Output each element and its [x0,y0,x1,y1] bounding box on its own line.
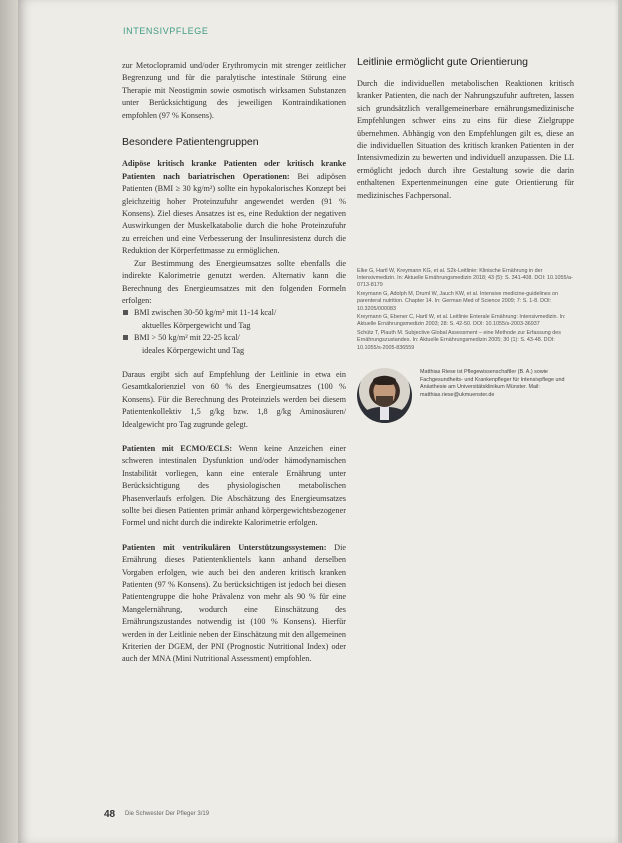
references [357,268,573,353]
page-number: 48 [104,809,116,820]
paragraph-ventricular [122,542,346,666]
paragraph-ecmo-lead: Patienten mit ECMO/ECLS: [122,443,233,453]
author-bio: Matthias Riese ist Pflegewissenschaftler (B. A.) sowie Fachgesundheits- und Krankenpfleger für Intensivpflege und Anästhesie am Universitätsklinikum Münster. Mail: matthias.riese@ukmuenster.de [420,369,565,398]
reference-item: Elke G, Hartl W, Kreymann KG, et al. S2k-Leitlinie: Klinische Ernährung in der Intensivmedizin. In: Aktuelle Ernährungsmedizin 2018; 43 (5): S. 341-408. DOI: 10.1055/a-0713-8179 [357,268,573,289]
page-spine [0,0,18,843]
intro-paragraph: zur Metoclopramid und/oder Erythromycin mit strenger zeitlicher Begrenzung und für die paralytische intestinale Störung eine Therapie mit Neostigmin sowie osmotisch wirksamen Substanzen unter Berücksichtigung des jeweiligen Kontraindikationen empfohlen (97 % Konsens). [122,61,346,120]
reference-item: Kreymann G, Adolph M, Druml W, Jauch KW, et al. Intensive medicine-guidelines on parenteral nutrition. Chapter 14. In: German Med of Science 2009; 7: S. 1-8. DOI: 10.3205/000083 [357,291,559,312]
paragraph-energy: Zur Bestimmung des Energieumsatzes sollte ebenfalls die indirekte Kalorimetrie genutzt werden. Alternativ kann die Berechnung des Energieumsatzes mit den folgenden Formeln erfolgen: [122,258,346,305]
paragraph-adipose-body: Bei adipösen Patienten (BMI ≥ 30 kg/m²) sollte ein hypokalorisches Konzept bei gleichzeitig hoher Proteinzufuhr angewendet werden (91 % Konsens). Ziel dieses Ansatzes ist es, eine Reduktion der negativen Auswirkungen der Muskelkatabolie durch die hohe Proteinzufuhr zu erreichen und eine Verbesserung der Insulinresistenz durch die Reduktion der Körperfettmasse zu ermöglichen. [122,171,346,256]
paragraph-ecmo-body: Wenn keine Anzeichen einer schweren intestinalen Dysfunktion und/oder hämodynamischen Instabilität vorliegen, kann eine enterale Ernährung unter Berücksichtigung des physiologischen metabolischen Phasenverlaufs erfolgen. Die Abschätzung des Energieumsatzes sollte bei diesen Patienten primär anhand körpergewichtsbezogener Formel und nicht durch die indirekte Kalorimetrie erfolgen. [122,443,346,528]
reference-item: Schütz T, Plauth M. Subjective Global Assessment – eine Methode zur Erfassung des Ernährungszustandes. In: Aktuelle Ernährungsmedizin 2005; 30 (1): S. 43-48. DOI: 10.1055/s-2005-836559 [357,330,561,351]
left-column [122,60,346,666]
paragraph-ventricular-body: Die Ernährung dieses Patientenklientels kann anhand derselben Vorgaben erfolgen, wie auch bei den anderen kritisch kranken Patienten (97 % Konsens). Zu berücksichtigen ist jedoch bei diesen Patientengruppe die hohe Prävalenz von mehr als 90 % für eine Mangelernährung, wodurch eine Einschätzung des Ernährungszustandes notwendig ist (100 % Konsens). Hierfür werden in der Leitlinie neben der Einschätzung mit den allgemeinen Kriterien der DGEM, der PNI (Prognostic Nutritional Index) oder auch der MNA (Mini Nutritional Assessment) empfohlen. [122,542,346,664]
reference-item: Kreymann G, Ebener C, Hartl W, et al. Leitlinie Enterale Ernährung: Intensivmedizin. In: Aktuelle Ernährungsmedizin 2003; 28: S. 42-50. DOI: 10.1055/s-2003-36937 [357,314,566,328]
magazine-issue: Die Schwester Der Pfleger 3/19 [125,811,210,817]
paragraph-ventricular-lead: Patienten mit ventrikulären Unterstützungssystemen: [122,542,327,552]
formula-bullet-2-line2: ideales Körpergewicht und Tag [142,345,245,355]
paragraph-guideline: Durch die individuellen metabolischen Reaktionen kritisch kranker Patienten, die nach der Nahrungszufuhr auftreten, lassen sich grundsätzlich verallgemeinerbare ernährungsmedizinische Empfehlungen schwer eins zu eins für diese Zielgruppe übernehmen. Abhängig von den Empfehlungen gilt es, diese an die individuellen Situation des kritisch kranken Patienten in der Intensivmedizin zu bewerten und individuell anzupassen. Die LL ermöglicht jedoch durch ihre Gestaltung sowie die darin enthaltenen Expertenmeinungen eine gute Orientierung für medizinisches Fachpersonal. [357,79,574,200]
formula-bullet-1-line2: aktuelles Körpergewicht und Tag [142,320,251,330]
formula-bullet-1-line1: BMI zwischen 30-50 kg/m² mit 11-14 kcal/ [134,308,277,318]
paragraph-calorie-target: Daraus ergibt sich auf Empfehlung der Leitlinie in etwa ein Gesamtkalorienziel von 60 % des Energieumsatzes (100 % Konsens). Für die Berechnung des Proteinziels werden bei diesem Patientenkollektiv 1,5 g/kg bzw. 1,8 g/kg Aminosäuren/ Idealgewicht pro Tag zugrunde gelegt. [122,369,346,429]
heading-guideline-orientation: Leitlinie ermöglicht gute Orientierung [357,56,529,68]
heading-special-groups: Besondere Patientengruppen [122,136,259,149]
paragraph-adipose [122,158,346,257]
page-shadow [614,0,622,843]
paragraph-ecmo [122,443,346,530]
paragraph-adipose-lead: Adipöse kritisch kranke Patienten oder kritisch kranke Patienten nach bariatrischen Operationen: [122,159,346,181]
formula-bullet-2-line1: BMI > 50 kg/m² mit 22-25 kcal/ [134,333,240,343]
formula-bullet-1 [122,307,346,332]
formula-bullet-2 [122,332,346,357]
section-label: INTENSIVPFLEGE [123,26,209,36]
right-column [357,78,574,202]
author-photo [357,368,412,423]
